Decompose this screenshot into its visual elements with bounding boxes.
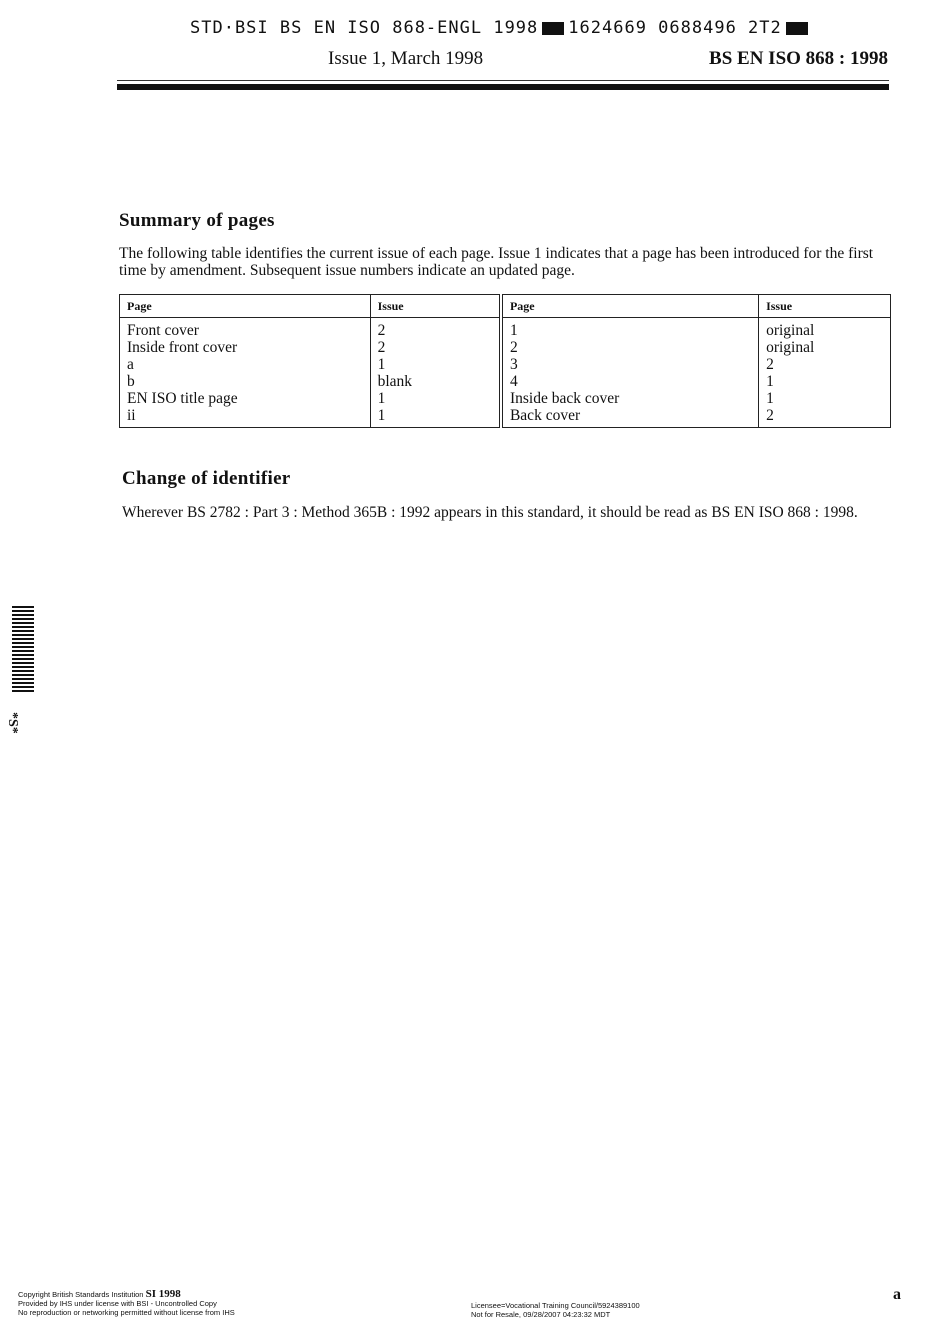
- page-cell: 1: [501, 318, 759, 340]
- summary-text: The following table identifies the current issue of each page. Issue 1 indicates that a page has been introduced for the first time by amendment. Subsequent issue numbers indicate an updated page.: [119, 245, 874, 279]
- page-cell: a: [120, 356, 371, 373]
- resale-text: Not for Resale, 09/28/2007 04:23:32 MDT: [471, 1310, 611, 1319]
- header-issue: Issue: [370, 295, 501, 318]
- footer-left: [18, 1290, 235, 1317]
- barcode: [12, 606, 34, 694]
- standard-number: BS EN ISO 868 : 1998: [709, 48, 888, 69]
- table-row: [120, 339, 891, 356]
- header-page: Page: [120, 295, 371, 318]
- issue-cell: 2: [370, 339, 501, 356]
- si-mark: SI 1998: [145, 1288, 181, 1300]
- stamp-number: 1624669 0688496 2T2: [568, 18, 782, 38]
- issue-cell: 1: [370, 390, 501, 407]
- page-cell: Back cover: [501, 407, 759, 428]
- page-number: a: [893, 1286, 901, 1303]
- issue-date: Issue 1, March 1998: [328, 48, 484, 69]
- issue-cell: 2: [759, 356, 891, 373]
- header-issue: Issue: [759, 295, 891, 318]
- page-cell: Front cover: [120, 318, 371, 340]
- issue-cell: 1: [370, 356, 501, 373]
- stamp-block: [542, 22, 564, 35]
- header-page: Page: [501, 295, 759, 318]
- issue-cell: original: [759, 339, 891, 356]
- copyright-text: Copyright British Standards Institution: [18, 1290, 144, 1299]
- page-cell: EN ISO title page: [120, 390, 371, 407]
- table-row: [120, 390, 891, 407]
- table-header-row: [120, 295, 891, 318]
- margin-mark: *S*: [5, 712, 20, 734]
- licensee-text: Licensee=Vocational Training Council/5924389100: [471, 1301, 640, 1310]
- pages-table: [119, 294, 891, 428]
- table-row: [120, 407, 891, 428]
- header-rule: [117, 80, 889, 81]
- provided-text: Provided by IHS under license with BSI - Uncontrolled Copy: [18, 1299, 217, 1308]
- table-row: [120, 318, 891, 340]
- page-cell: 4: [501, 373, 759, 390]
- issue-cell: 1: [370, 407, 501, 428]
- table-row: [120, 373, 891, 390]
- summary-heading: Summary of pages: [119, 210, 275, 231]
- issue-cell: 1: [759, 373, 891, 390]
- change-heading: Change of identifier: [122, 468, 291, 489]
- page-cell: Inside back cover: [501, 390, 759, 407]
- stamp-block: [786, 22, 808, 35]
- change-text: Wherever BS 2782 : Part 3 : Method 365B : 1992 appears in this standard, it should be read as BS EN ISO 868 : 1998.: [122, 504, 858, 521]
- document-stamp: [190, 18, 812, 38]
- page-cell: Inside front cover: [120, 339, 371, 356]
- header-rule-thick: [117, 84, 889, 90]
- issue-cell: 1: [759, 390, 891, 407]
- page-cell: b: [120, 373, 371, 390]
- issue-cell: 2: [370, 318, 501, 340]
- table-row: [120, 356, 891, 373]
- issue-cell: 2: [759, 407, 891, 428]
- page-cell: ii: [120, 407, 371, 428]
- stamp-code: STD·BSI BS EN ISO 868-ENGL 1998: [190, 18, 539, 38]
- issue-cell: blank: [370, 373, 501, 390]
- issue-cell: original: [759, 318, 891, 340]
- footer-middle: [471, 1301, 640, 1319]
- page-cell: 3: [501, 356, 759, 373]
- noreproduction-text: No reproduction or networking permitted without license from IHS: [18, 1308, 235, 1317]
- page-cell: 2: [501, 339, 759, 356]
